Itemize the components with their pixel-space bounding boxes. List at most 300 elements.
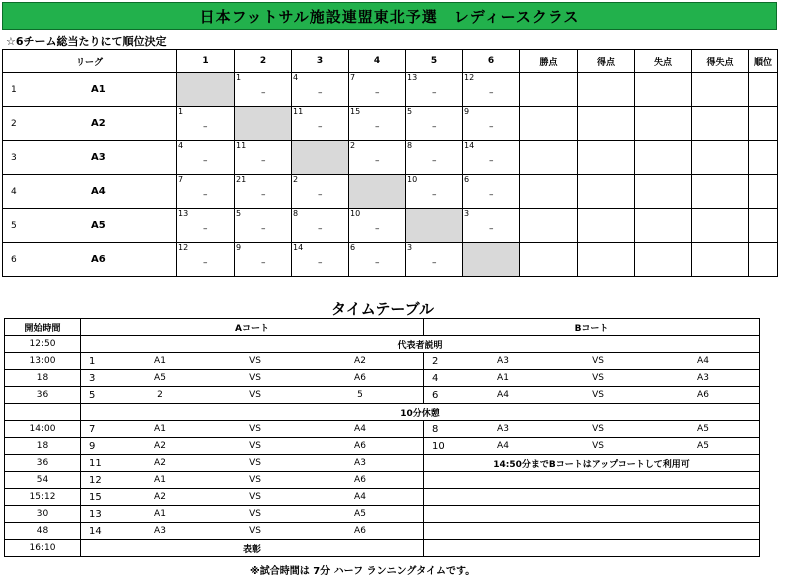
timetable-row [5, 489, 760, 506]
stat-cell [578, 107, 635, 141]
stat-cell [692, 243, 749, 277]
match-number: 4 [178, 141, 184, 150]
match-cell [177, 243, 235, 277]
league-row [3, 141, 778, 175]
match-no: 1 [89, 355, 96, 367]
match-line [424, 421, 759, 437]
league-row [3, 107, 778, 141]
match-line [424, 370, 759, 386]
court-match [424, 370, 760, 387]
match-cell [349, 243, 406, 277]
match-number: 2 [293, 175, 299, 184]
match-number: 5 [407, 107, 413, 116]
match-box [177, 209, 234, 242]
team-2: A5 [697, 424, 709, 434]
team-label [3, 243, 176, 276]
team-label [3, 73, 176, 106]
stat-cell [635, 141, 692, 175]
match-line [81, 472, 423, 488]
match-box [177, 175, 234, 208]
timetable-row [5, 370, 760, 387]
match-no: 14 [89, 525, 102, 537]
timetable-row [5, 472, 760, 489]
stat-cell [578, 175, 635, 209]
start-time [5, 404, 81, 421]
score-dash: – [489, 190, 494, 200]
col-time-header: 開始時間 [5, 319, 81, 336]
match-box [292, 107, 348, 140]
stat-cell [749, 175, 778, 209]
court-match [81, 387, 424, 404]
score-dash: – [375, 88, 380, 98]
match-number: 1 [178, 107, 184, 116]
stat-cell [692, 107, 749, 141]
vs-label: VS [249, 441, 261, 451]
timetable-header-row [5, 319, 760, 336]
score-dash: – [261, 258, 266, 268]
score-dash: – [375, 224, 380, 234]
match-box [406, 243, 462, 276]
start-time: 16:10 [5, 540, 81, 557]
vs-label: VS [249, 424, 261, 434]
match-number: 3 [407, 243, 413, 252]
team-1: A1 [154, 356, 166, 366]
team-1: 2 [157, 390, 163, 400]
timetable-row [5, 523, 760, 540]
score-dash: – [203, 122, 208, 132]
stat-cell [692, 141, 749, 175]
start-time: 36 [5, 455, 81, 472]
start-time: 13:00 [5, 353, 81, 370]
timetable-row [5, 336, 760, 353]
match-cell [463, 209, 520, 243]
match-cell [406, 73, 463, 107]
match-number: 13 [178, 209, 189, 218]
match-cell [292, 209, 349, 243]
league-col-header: 1 [177, 50, 235, 73]
score-dash: – [318, 122, 323, 132]
vs-label: VS [249, 373, 261, 383]
match-no: 4 [432, 372, 439, 384]
team-2: A6 [354, 526, 366, 536]
vs-label: VS [249, 475, 261, 485]
court-match [81, 421, 424, 438]
match-no: 12 [89, 474, 102, 486]
league-row [3, 243, 778, 277]
league-stat-header: 順位 [749, 50, 778, 73]
score-dash: – [489, 88, 494, 98]
team-1: A2 [154, 458, 166, 468]
league-team-cell [3, 141, 177, 175]
match-cell [406, 107, 463, 141]
match-number: 7 [350, 73, 356, 82]
vs-label: VS [592, 373, 604, 383]
team-name: A3 [91, 152, 106, 163]
league-col-header: 2 [235, 50, 292, 73]
match-cell [406, 243, 463, 277]
league-row [3, 73, 778, 107]
match-cell [177, 141, 235, 175]
match-cell [349, 107, 406, 141]
timetable [4, 318, 760, 557]
team-2: A4 [697, 356, 709, 366]
match-number: 7 [178, 175, 184, 184]
team-2: A5 [354, 509, 366, 519]
match-box [292, 243, 348, 276]
score-dash: – [375, 156, 380, 166]
vs-label: VS [249, 526, 261, 536]
match-line [81, 489, 423, 505]
league-col-header: 5 [406, 50, 463, 73]
league-team-cell [3, 107, 177, 141]
score-dash: – [432, 122, 437, 132]
full-span-cell: 10分休憩 [81, 404, 760, 421]
match-box [235, 175, 291, 208]
empty-cell [424, 506, 760, 523]
match-number: 8 [293, 209, 299, 218]
league-stat-header: 得失点 [692, 50, 749, 73]
score-dash: – [432, 156, 437, 166]
empty-cell [424, 540, 760, 557]
court-match [81, 455, 424, 472]
stat-cell [749, 73, 778, 107]
vs-label: VS [249, 458, 261, 468]
stat-cell [578, 141, 635, 175]
match-cell [235, 73, 292, 107]
match-number: 4 [293, 73, 299, 82]
court-a-text: 表彰 [81, 540, 424, 557]
match-cell [349, 209, 406, 243]
match-box [177, 243, 234, 276]
start-time: 14:00 [5, 421, 81, 438]
match-cell [177, 107, 235, 141]
match-number: 12 [178, 243, 189, 252]
team-2: A5 [697, 441, 709, 451]
match-box [349, 141, 405, 174]
team-index: 6 [11, 254, 17, 265]
league-team-cell [3, 175, 177, 209]
league-team-cell [3, 73, 177, 107]
team-1: A4 [497, 390, 509, 400]
stat-cell [520, 209, 578, 243]
timetable-title: タイムテーブル [331, 300, 435, 318]
start-time: 18 [5, 438, 81, 455]
match-number: 14 [293, 243, 304, 252]
team-2: A4 [354, 424, 366, 434]
match-cell [235, 243, 292, 277]
timetable-row [5, 404, 760, 421]
league-header-label: リーグ [3, 50, 177, 73]
match-line [81, 421, 423, 437]
match-no: 13 [89, 508, 102, 520]
vs-label: VS [249, 356, 261, 366]
stat-cell [692, 209, 749, 243]
score-dash: – [261, 156, 266, 166]
match-no: 8 [432, 423, 439, 435]
match-number: 12 [464, 73, 475, 82]
match-number: 10 [407, 175, 418, 184]
league-row [3, 175, 778, 209]
score-dash: – [318, 258, 323, 268]
league-team-cell [3, 209, 177, 243]
match-box [177, 107, 234, 140]
match-line [81, 523, 423, 539]
court-a-header: Aコート [81, 319, 424, 336]
match-line [424, 438, 759, 454]
match-number: 1 [236, 73, 242, 82]
vs-label: VS [592, 356, 604, 366]
stat-cell [578, 73, 635, 107]
timetable-body [5, 319, 760, 557]
score-dash: – [318, 190, 323, 200]
team-2: A6 [697, 390, 709, 400]
match-line [81, 387, 423, 403]
team-2: 5 [357, 390, 363, 400]
timetable-row [5, 353, 760, 370]
match-box [406, 141, 462, 174]
match-box [463, 141, 519, 174]
self-match-cell [235, 107, 292, 141]
vs-label: VS [592, 441, 604, 451]
stat-cell [749, 107, 778, 141]
timetable-row [5, 421, 760, 438]
team-1: A3 [497, 356, 509, 366]
match-number: 11 [236, 141, 247, 150]
start-time: 18 [5, 370, 81, 387]
match-box [292, 73, 348, 106]
timetable-row [5, 438, 760, 455]
match-cell [292, 73, 349, 107]
court-match [81, 523, 424, 540]
score-dash: – [375, 258, 380, 268]
match-cell [463, 107, 520, 141]
league-stat-header: 勝点 [520, 50, 578, 73]
league-stat-header: 失点 [635, 50, 692, 73]
team-1: A1 [154, 424, 166, 434]
stat-cell [635, 243, 692, 277]
vs-label: VS [249, 492, 261, 502]
match-number: 14 [464, 141, 475, 150]
match-cell [292, 175, 349, 209]
team-index: 3 [11, 152, 17, 163]
match-line [81, 353, 423, 369]
match-box [463, 175, 519, 208]
team-name: A4 [91, 186, 106, 197]
vs-label: VS [249, 509, 261, 519]
match-cell [406, 175, 463, 209]
match-cell [235, 209, 292, 243]
score-dash: – [489, 122, 494, 132]
court-match [81, 472, 424, 489]
score-dash: – [489, 224, 494, 234]
team-1: A1 [154, 475, 166, 485]
score-dash: – [203, 156, 208, 166]
stat-cell [520, 175, 578, 209]
score-dash: – [203, 258, 208, 268]
court-b-note: 14:50分までBコートはアップコートして利用可 [424, 455, 760, 472]
match-cell [177, 209, 235, 243]
match-box [235, 141, 291, 174]
match-box [235, 73, 291, 106]
match-number: 2 [350, 141, 356, 150]
team-2: A2 [354, 356, 366, 366]
team-label [3, 209, 176, 242]
vs-label: VS [592, 390, 604, 400]
team-2: A6 [354, 373, 366, 383]
match-number: 6 [350, 243, 356, 252]
court-match [424, 438, 760, 455]
team-label [3, 107, 176, 140]
team-1: A2 [154, 441, 166, 451]
match-cell [292, 107, 349, 141]
match-no: 2 [432, 355, 439, 367]
court-match [81, 370, 424, 387]
vs-label: VS [249, 390, 261, 400]
score-dash: – [203, 190, 208, 200]
self-match-cell [349, 175, 406, 209]
empty-cell [424, 489, 760, 506]
league-stat-header: 得点 [578, 50, 635, 73]
self-match-cell [406, 209, 463, 243]
match-line [81, 506, 423, 522]
league-col-header: 4 [349, 50, 406, 73]
court-b-header: Bコート [424, 319, 760, 336]
score-dash: – [261, 88, 266, 98]
team-2: A6 [354, 475, 366, 485]
match-box [349, 73, 405, 106]
match-number: 9 [236, 243, 242, 252]
stat-cell [749, 141, 778, 175]
team-1: A1 [497, 373, 509, 383]
match-box [349, 243, 405, 276]
match-cell [463, 73, 520, 107]
match-number: 21 [236, 175, 247, 184]
court-match [424, 353, 760, 370]
team-1: A1 [154, 509, 166, 519]
stat-cell [520, 243, 578, 277]
score-dash: – [489, 156, 494, 166]
match-number: 15 [350, 107, 361, 116]
team-2: A6 [354, 441, 366, 451]
match-number: 8 [407, 141, 413, 150]
league-row [3, 209, 778, 243]
match-box [463, 73, 519, 106]
page-title [2, 2, 777, 30]
stat-cell [520, 141, 578, 175]
league-col-header: 6 [463, 50, 520, 73]
league-body [3, 73, 778, 277]
match-number: 10 [350, 209, 361, 218]
timetable-row [5, 506, 760, 523]
match-cell [463, 141, 520, 175]
empty-cell [424, 523, 760, 540]
match-cell [292, 243, 349, 277]
league-col-header: 3 [292, 50, 349, 73]
match-box [463, 107, 519, 140]
stat-cell [635, 73, 692, 107]
match-cell [177, 175, 235, 209]
self-match-cell [292, 141, 349, 175]
match-line [81, 455, 423, 471]
score-dash: – [318, 224, 323, 234]
match-box [349, 107, 405, 140]
team-1: A4 [497, 441, 509, 451]
timetable-row [5, 540, 760, 557]
match-line [81, 370, 423, 386]
stat-cell [520, 73, 578, 107]
match-box [292, 175, 348, 208]
team-1: A3 [497, 424, 509, 434]
team-index: 1 [11, 84, 17, 95]
start-time: 15:12 [5, 489, 81, 506]
match-no: 9 [89, 440, 96, 452]
stat-cell [520, 107, 578, 141]
start-time: 30 [5, 506, 81, 523]
empty-cell [424, 472, 760, 489]
start-time: 36 [5, 387, 81, 404]
score-dash: – [432, 88, 437, 98]
match-box [406, 107, 462, 140]
self-match-cell [177, 73, 235, 107]
score-dash: – [318, 88, 323, 98]
match-box [235, 209, 291, 242]
stat-cell [749, 243, 778, 277]
team-1: A2 [154, 492, 166, 502]
team-2: A4 [354, 492, 366, 502]
team-label [3, 141, 176, 174]
team-index: 2 [11, 118, 17, 129]
score-dash: – [261, 190, 266, 200]
match-number: 9 [464, 107, 470, 116]
full-span-cell: 代表者説明 [81, 336, 760, 353]
start-time: 48 [5, 523, 81, 540]
team-name: A2 [91, 118, 106, 129]
stat-cell [692, 73, 749, 107]
self-match-cell [463, 243, 520, 277]
stat-cell [635, 209, 692, 243]
court-match [81, 438, 424, 455]
team-2: A3 [354, 458, 366, 468]
match-no: 10 [432, 440, 445, 452]
stat-cell [635, 107, 692, 141]
score-dash: – [375, 122, 380, 132]
match-cell [235, 175, 292, 209]
score-dash: – [261, 224, 266, 234]
match-no: 3 [89, 372, 96, 384]
match-box [406, 73, 462, 106]
league-table [2, 49, 778, 277]
court-match [81, 506, 424, 523]
match-number: 3 [464, 209, 470, 218]
court-match [424, 387, 760, 404]
subtitle: ☆6チーム総当たりにて順位決定 [6, 35, 167, 48]
match-no: 15 [89, 491, 102, 503]
match-no: 6 [432, 389, 439, 401]
team-name: A5 [91, 220, 106, 231]
team-name: A6 [91, 254, 106, 265]
stat-cell [578, 209, 635, 243]
match-cell [235, 141, 292, 175]
match-number: 13 [407, 73, 418, 82]
league-header-row [3, 50, 778, 73]
score-dash: – [203, 224, 208, 234]
stat-cell [635, 175, 692, 209]
match-line [81, 438, 423, 454]
stat-cell [692, 175, 749, 209]
match-box [292, 209, 348, 242]
match-no: 11 [89, 457, 102, 469]
match-box [406, 175, 462, 208]
